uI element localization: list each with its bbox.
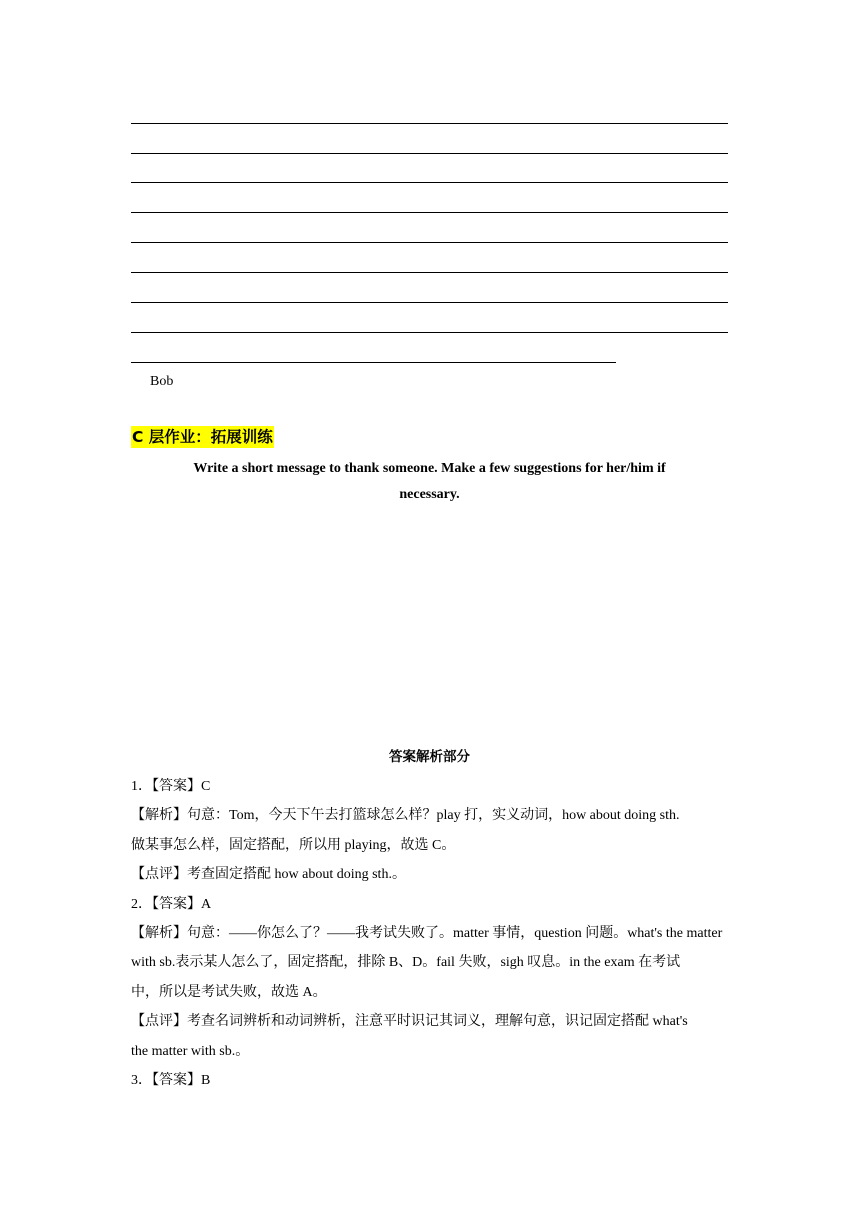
analysis-line bbox=[131, 978, 728, 1007]
writing-line-short bbox=[131, 362, 616, 363]
analysis-text: 【解析】句意：——你怎么了？——我考试失败了。matter 事情，question 问题。what's the matter bbox=[131, 926, 723, 941]
writing-line bbox=[131, 242, 728, 243]
analysis-line bbox=[131, 831, 728, 860]
letter-signature: Bob bbox=[150, 374, 174, 389]
instruction-line: necessary. bbox=[399, 487, 460, 502]
answer-text: 1．【答案】C bbox=[131, 779, 211, 794]
writing-line bbox=[131, 182, 728, 183]
analysis-line bbox=[131, 919, 728, 948]
analysis-text: 做某事怎么样，固定搭配，所以用 playing，故选 C。 bbox=[131, 838, 456, 853]
comment-text: 【点评】考查固定搭配 how about doing sth.。 bbox=[131, 867, 406, 882]
writing-line bbox=[131, 272, 728, 273]
instruction-line: Write a short message to thank someone. Make a few suggestions for her/him if bbox=[193, 461, 666, 476]
comment-text: the matter with sb.。 bbox=[131, 1044, 250, 1059]
writing-line bbox=[131, 332, 728, 333]
writing-line bbox=[131, 212, 728, 213]
analysis-text: 中，所以是考试失败，故选 A。 bbox=[131, 985, 327, 1000]
analysis-line bbox=[131, 948, 728, 977]
analysis-text: with sb.表示某人怎么了，固定搭配，排除 B、D。fail 失败，sigh 叹息。in the exam 在考试 bbox=[131, 955, 681, 970]
comment-line bbox=[131, 1037, 728, 1066]
answer-line bbox=[131, 772, 728, 801]
answer-line bbox=[131, 890, 728, 919]
answer-line bbox=[131, 1066, 728, 1095]
comment-line bbox=[131, 860, 728, 889]
comment-text: 【点评】考查名词辨析和动词辨析，注意平时识记其词义，理解句意，识记固定搭配 what's bbox=[131, 1014, 688, 1029]
analysis-text: 【解析】句意：Tom，今天下午去打篮球怎么样？play 打，实义动词，how about doing sth. bbox=[131, 808, 680, 823]
analysis-line bbox=[131, 801, 728, 830]
writing-line bbox=[131, 302, 728, 303]
writing-line bbox=[131, 123, 728, 124]
answer-text: 2．【答案】A bbox=[131, 897, 212, 912]
comment-line bbox=[131, 1007, 728, 1036]
writing-instruction bbox=[131, 456, 728, 508]
writing-line bbox=[131, 153, 728, 154]
section-heading: C 层作业：拓展训练 bbox=[132, 428, 273, 446]
answers-title: 答案解析部分 bbox=[389, 749, 470, 765]
answer-text: 3．【答案】B bbox=[131, 1073, 211, 1088]
